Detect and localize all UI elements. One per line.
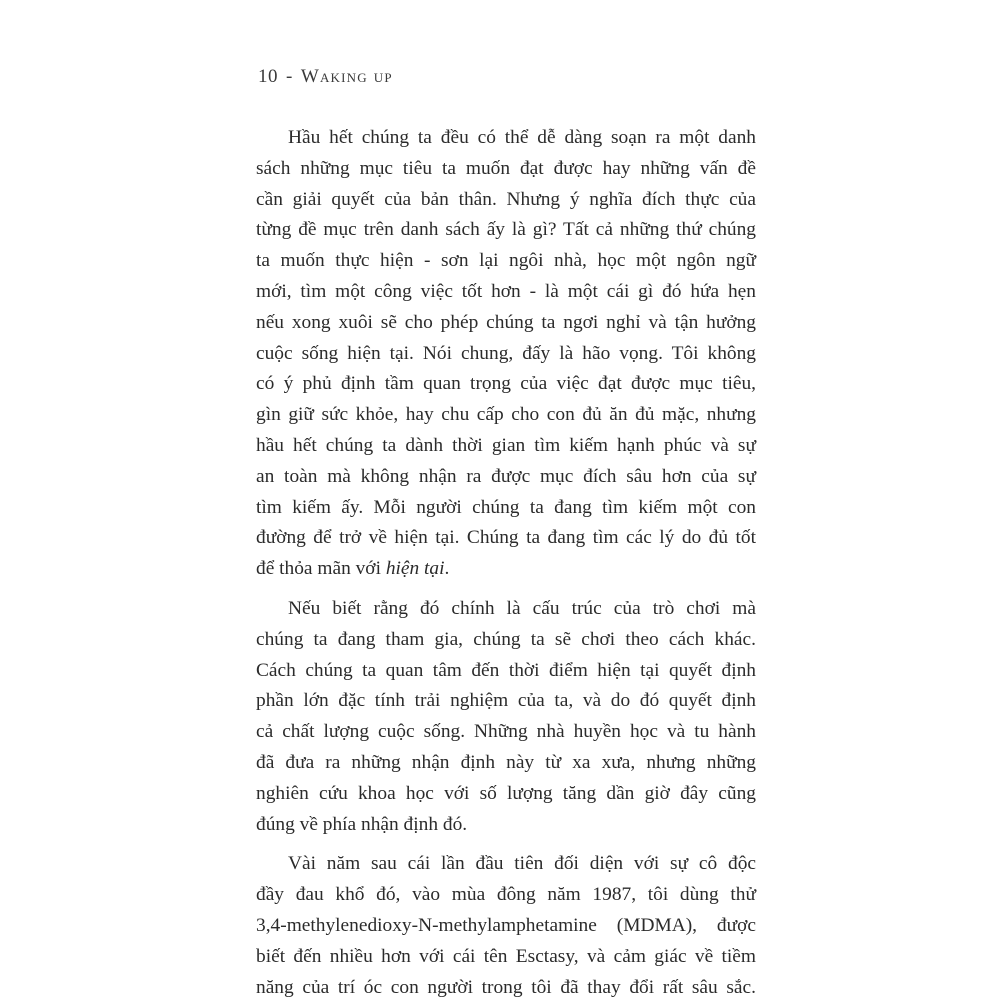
book-title: Waking up [300, 66, 393, 87]
text-fragment: . [444, 558, 450, 580]
text-line: nghiên cứu khoa học với số lượng tăng dần giờ đây cũng [256, 782, 756, 804]
emphasized-text: hiện tại [385, 558, 445, 580]
text-line: mới, tìm một công việc tốt hơn - là một cái gì đó hứa hẹn [256, 280, 756, 302]
text-line: hầu hết chúng ta dành thời gian tìm kiếm hạnh phúc và sự [256, 434, 756, 456]
text-line: cả chất lượng cuộc sống. Những nhà huyền học và tu hành [256, 721, 756, 743]
body-text [256, 123, 756, 1003]
paragraph-3 [256, 849, 756, 1003]
text-line: đường để trở về hiện tại. Chúng ta đang tìm các lý do đủ tốt [256, 527, 756, 549]
text-line: ta muốn thực hiện - sơn lại ngôi nhà, học một ngôn ngữ [256, 250, 756, 272]
text-line: Nếu biết rằng đó chính là cấu trúc của trò chơi mà [288, 597, 756, 619]
text-line: biết đến nhiều hơn với cái tên Esctasy, và cảm giác về tiềm [256, 945, 756, 967]
text-line: phần lớn đặc tính trải nghiệm của ta, và do đó quyết định [256, 690, 756, 712]
text-line: chúng ta đang tham gia, chúng ta sẽ chơi theo cách khác. [256, 628, 756, 650]
text-line-last [256, 554, 756, 585]
text-line: Hầu hết chúng ta đều có thể dễ dàng soạn ra một danh [288, 127, 756, 148]
paragraph-1 [256, 123, 756, 585]
text-line: an toàn mà không nhận ra được mục đích sâu hơn của sự [256, 465, 756, 487]
text-line: nếu xong xuôi sẽ cho phép chúng ta ngơi nghỉ và tận hưởng [256, 311, 756, 333]
page-number: 10 [258, 66, 278, 87]
text-line: đã đưa ra những nhận định này từ xa xưa, nhưng những [256, 751, 756, 773]
text-line: gìn giữ sức khỏe, hay chu cấp cho con đủ ăn đủ mặc, nhưng [256, 404, 756, 426]
paragraph-spacer [256, 840, 756, 849]
text-line: sách những mục tiêu ta muốn đạt được hay những vấn đề [256, 157, 756, 179]
text-line: năng của trí óc con người trong tôi đã thay đổi rất sâu sắc. [256, 976, 756, 998]
text-fragment: để thỏa mãn với [256, 558, 386, 580]
text-line: tìm kiếm ấy. Mỗi người chúng ta đang tìm kiếm một con [256, 496, 756, 518]
running-head [258, 66, 393, 88]
text-line: Cách chúng ta quan tâm đến thời điểm hiện tại quyết định [256, 659, 756, 681]
text-line: cần giải quyết của bản thân. Nhưng ý nghĩa đích thực của [256, 188, 756, 210]
text-line: 3,4-methylenedioxy-N-methylamphetamine (MDMA), được [256, 914, 756, 936]
text-line: có ý phủ định tầm quan trọng của việc đạt được mục tiêu, [256, 373, 756, 395]
paragraph-2 [256, 594, 756, 840]
text-line: từng đề mục trên danh sách ấy là gì? Tất cả những thứ chúng [256, 219, 756, 241]
text-line: cuộc sống hiện tại. Nói chung, đấy là hão vọng. Tôi không [256, 342, 756, 364]
text-line: Vài năm sau cái lần đầu tiên đối diện với sự cô độc [288, 853, 756, 875]
text-line: đúng về phía nhận định đó. [256, 813, 468, 835]
paragraph-spacer [256, 585, 756, 594]
running-head-separator: - [286, 66, 293, 87]
text-line: đầy đau khổ đó, vào mùa đông năm 1987, tôi dùng thử [256, 884, 756, 906]
